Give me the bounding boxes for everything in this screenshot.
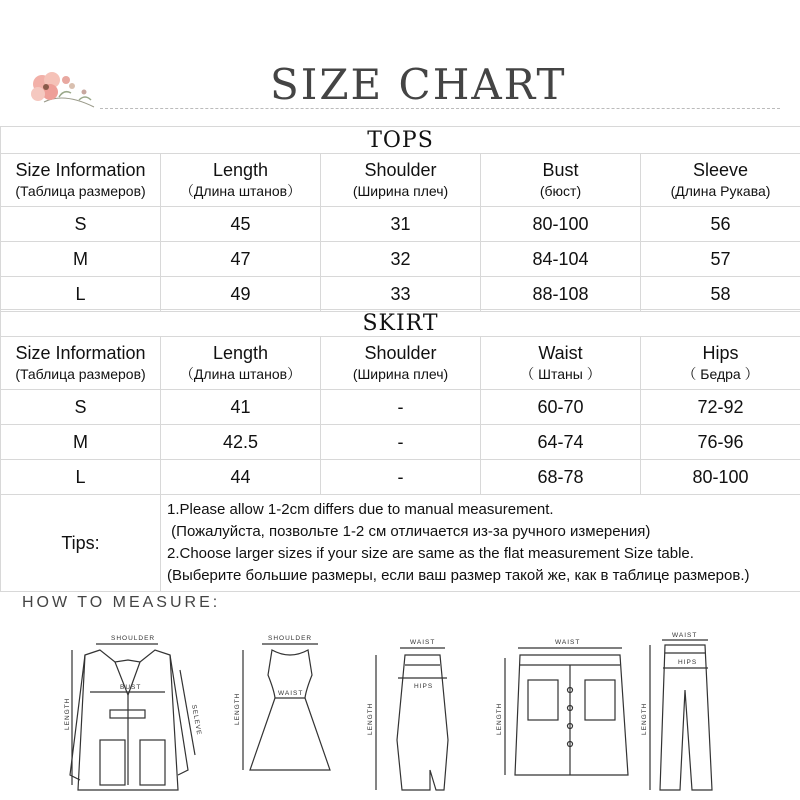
header-cell-size: Size Information (Таблица размеров) <box>1 337 161 390</box>
tips-line: 1.Please allow 1-2cm differs due to manual measurement. <box>167 501 554 518</box>
table-cell: 72-92 <box>641 390 800 425</box>
dress-shoulder-label: SHOULDER <box>268 635 313 642</box>
title-divider <box>100 108 780 109</box>
jacket-length-label: LENGTH <box>64 697 71 730</box>
jacket-shoulder-label: SHOULDER <box>111 635 156 642</box>
pencil-skirt-hips-label: HIPS <box>414 683 434 690</box>
table-row <box>1 460 800 495</box>
jacket-diagram-icon <box>70 644 195 790</box>
table-cell: 60-70 <box>481 390 641 425</box>
tips-text <box>161 495 800 592</box>
pants-hips-label: HIPS <box>678 659 698 666</box>
table-cell: 47 <box>161 242 321 277</box>
header-cell-shoulder: Shoulder (Ширина плеч) <box>321 154 481 207</box>
skirt-header-row <box>1 337 800 390</box>
table-row <box>1 207 800 242</box>
dress-waist-label: WAIST <box>278 690 304 697</box>
mini-skirt-length-label: LENGTH <box>496 702 503 735</box>
table-cell: - <box>321 390 481 425</box>
table-cell: 76-96 <box>641 425 800 460</box>
table-cell: 49 <box>161 277 321 312</box>
header-cell-sleeve: Sleeve (Длина Рукава) <box>641 154 800 207</box>
header-cell-length: Length （Длина штанов） <box>161 337 321 390</box>
tips-line: (Пожалуйста, позвольте 1-2 см отличается из-за ручного измерения) <box>167 523 651 540</box>
table-cell: 44 <box>161 460 321 495</box>
jacket-bust-label: BUST <box>120 684 142 691</box>
measurement-diagrams <box>0 620 800 800</box>
table-cell: 45 <box>161 207 321 242</box>
pencil-skirt-waist-label: WAIST <box>410 639 436 646</box>
table-cell: 32 <box>321 242 481 277</box>
pants-waist-label: WAIST <box>672 632 698 639</box>
table-cell: 42.5 <box>161 425 321 460</box>
pants-length-label: LENGTH <box>641 702 648 735</box>
jacket-sleeve-label: SELEVE <box>190 704 203 737</box>
table-row <box>1 277 800 312</box>
table-cell: - <box>321 425 481 460</box>
header <box>0 0 800 125</box>
table-cell: S <box>1 390 161 425</box>
table-cell: 80-100 <box>481 207 641 242</box>
table-cell: 64-74 <box>481 425 641 460</box>
how-to-measure-title: HOW TO MEASURE: <box>22 594 221 611</box>
pencil-skirt-length-label: LENGTH <box>367 702 374 735</box>
pencil-skirt-diagram-icon <box>376 648 448 790</box>
tips-row <box>1 495 800 592</box>
table-cell: 68-78 <box>481 460 641 495</box>
table-row <box>1 242 800 277</box>
table-cell: M <box>1 242 161 277</box>
table-cell: M <box>1 425 161 460</box>
table-cell: 88-108 <box>481 277 641 312</box>
table-cell: 57 <box>641 242 800 277</box>
table-cell: S <box>1 207 161 242</box>
header-cell-bust: Bust (бюст) <box>481 154 641 207</box>
dress-diagram-icon <box>243 644 330 770</box>
skirt-section-title: SKIRT <box>1 310 800 337</box>
table-cell: - <box>321 460 481 495</box>
header-cell-hips: Hips （ Бедра ） <box>641 337 800 390</box>
dress-length-label: LENGTH <box>234 692 241 725</box>
tips-label: Tips: <box>1 495 161 592</box>
tops-table <box>0 126 800 312</box>
table-cell: 31 <box>321 207 481 242</box>
tops-header-row <box>1 154 800 207</box>
header-cell-waist: Waist （ Штаны ） <box>481 337 641 390</box>
mini-skirt-diagram-icon <box>505 648 628 775</box>
table-cell: L <box>1 460 161 495</box>
skirt-table <box>0 309 800 592</box>
table-row <box>1 425 800 460</box>
table-cell: 58 <box>641 277 800 312</box>
table-row <box>1 390 800 425</box>
tips-line: 2.Choose larger sizes if your size are same as the flat measurement Size table. <box>167 545 694 562</box>
table-cell: 41 <box>161 390 321 425</box>
table-cell: L <box>1 277 161 312</box>
mini-skirt-waist-label: WAIST <box>555 639 581 646</box>
tips-line: (Выберите большие размеры, если ваш размер такой же, как в таблице размеров.) <box>167 567 750 584</box>
table-cell: 84-104 <box>481 242 641 277</box>
header-cell-shoulder: Shoulder (Ширина плеч) <box>321 337 481 390</box>
header-cell-length: Length （Длина штанов） <box>161 154 321 207</box>
tops-section-title: TOPS <box>1 127 800 154</box>
table-cell: 80-100 <box>641 460 800 495</box>
flower-decoration-icon <box>24 62 104 122</box>
table-cell: 33 <box>321 277 481 312</box>
header-cell-size: Size Information (Таблица размеров) <box>1 154 161 207</box>
table-cell: 56 <box>641 207 800 242</box>
page-title: SIZE CHART <box>270 60 567 109</box>
